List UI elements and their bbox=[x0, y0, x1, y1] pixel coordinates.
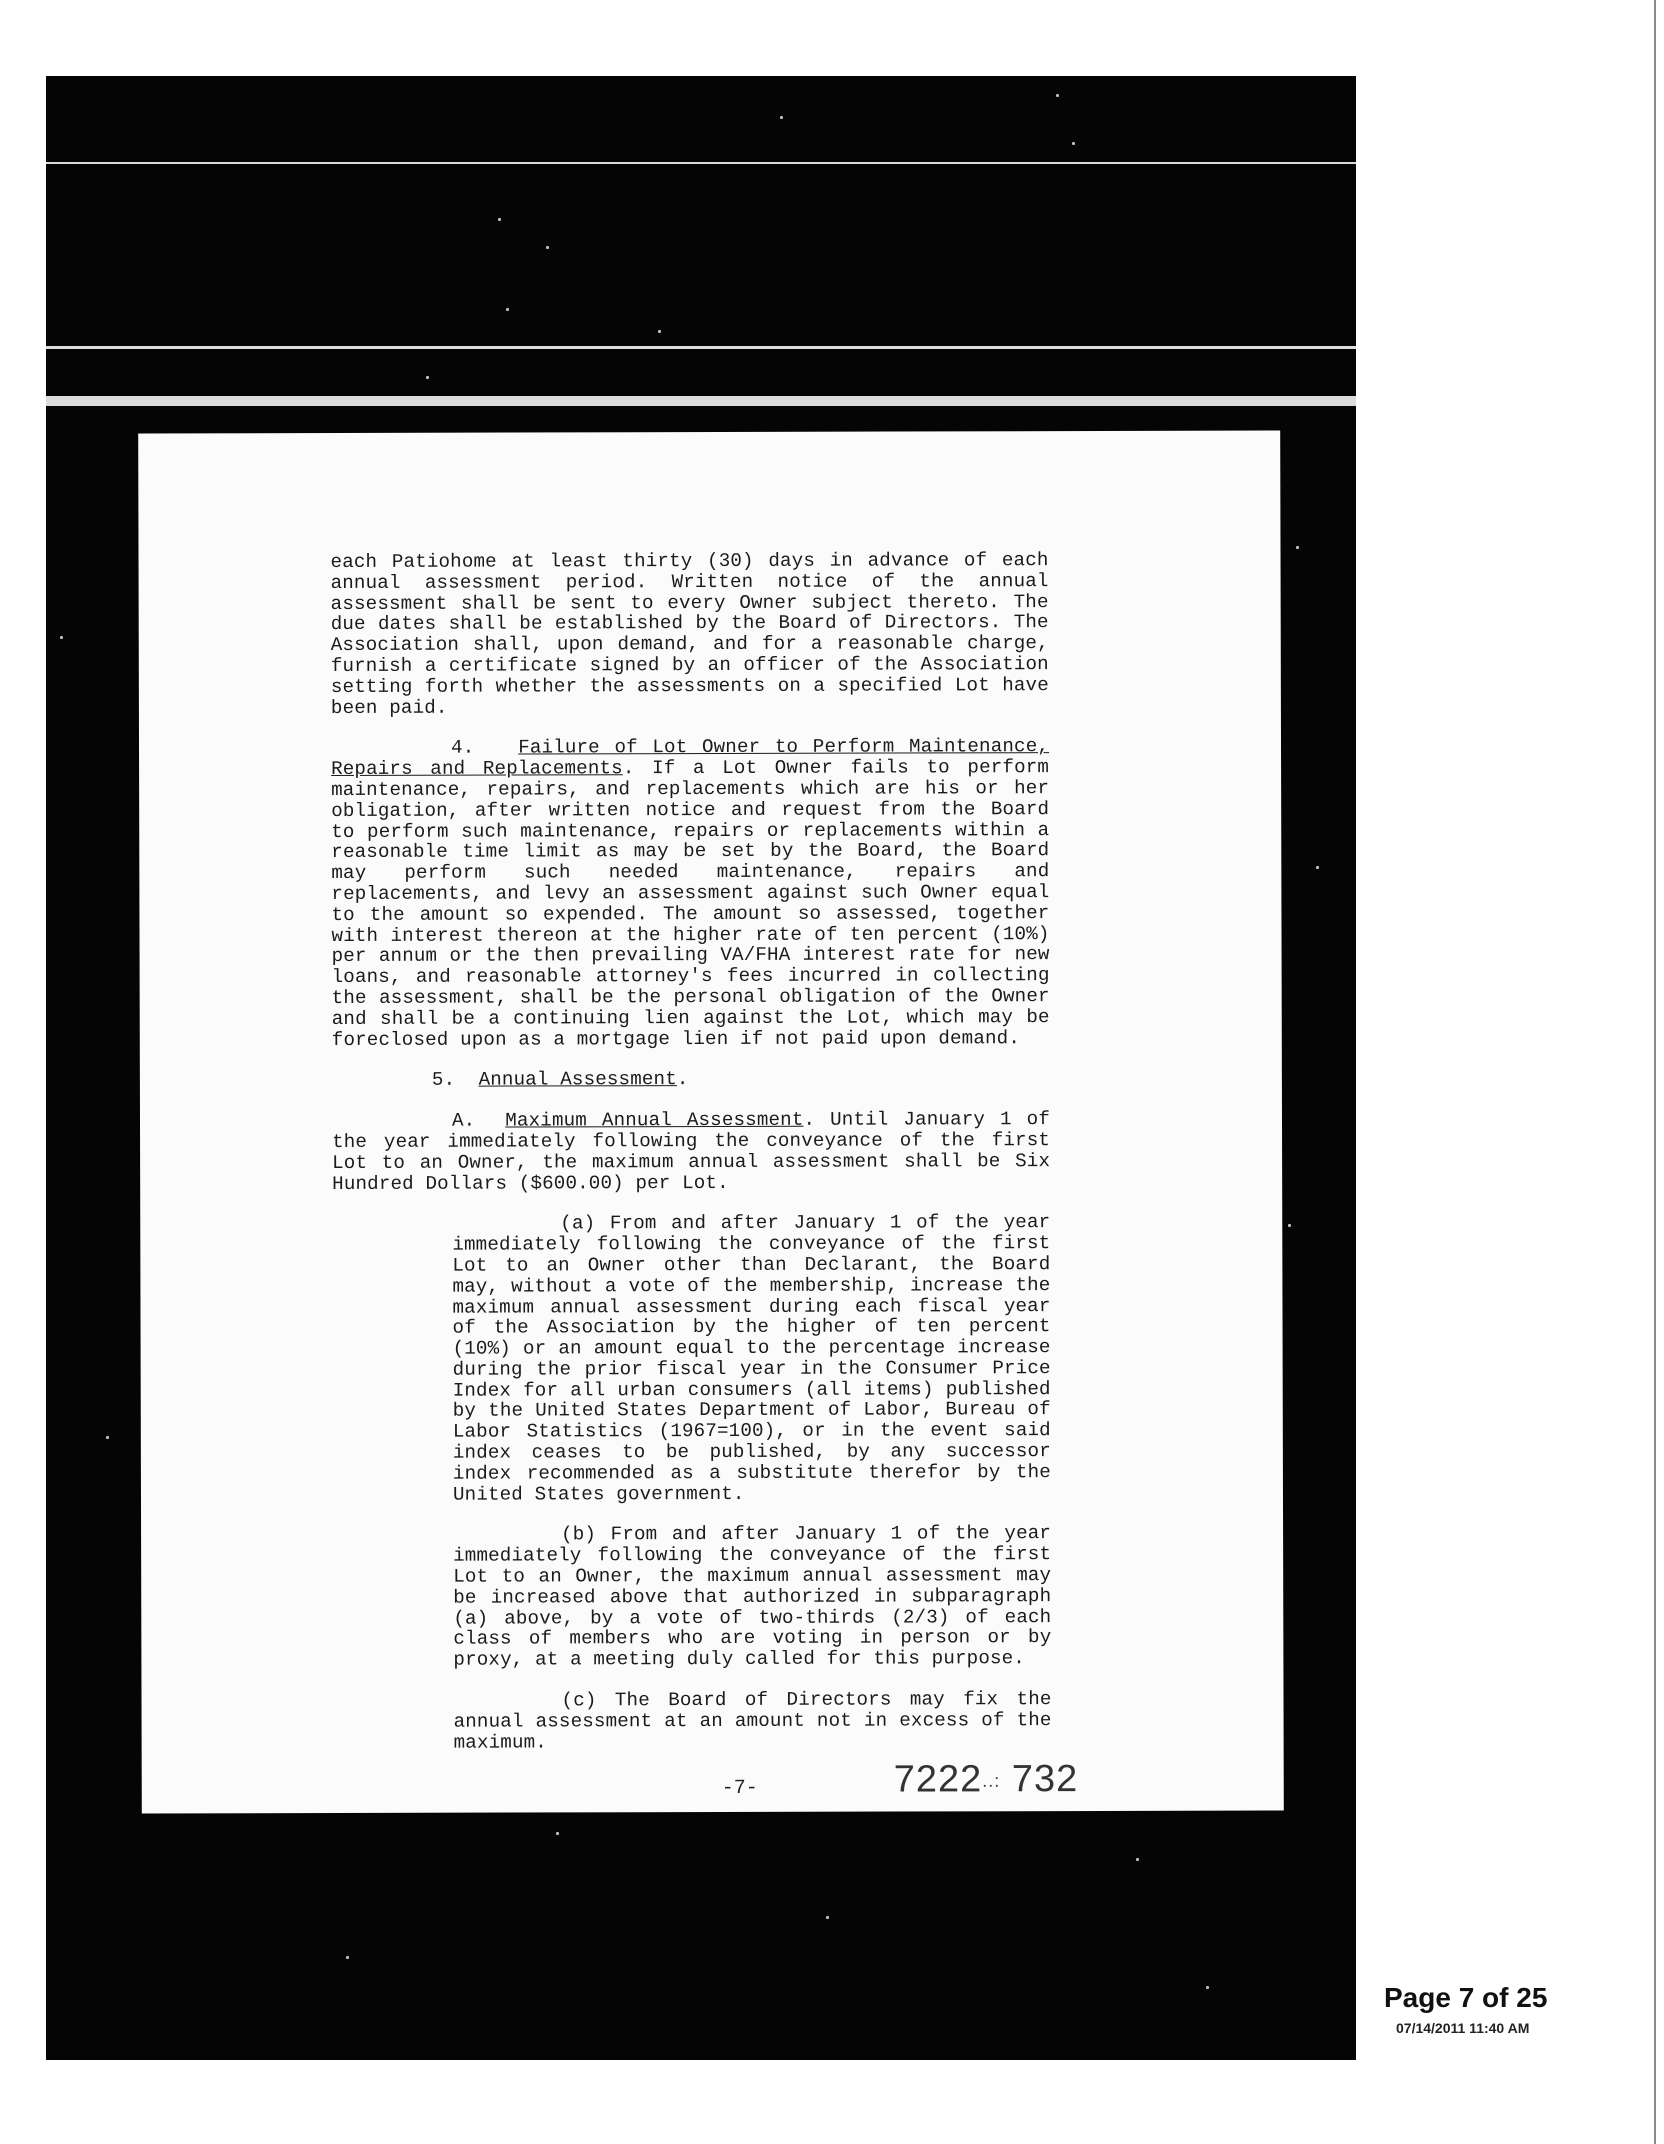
scanned-page bbox=[46, 76, 1356, 2060]
subparagraph-b: (b) From and after January 1 of the year immediately following the conveyance of the first Lot to an Owner, the maximum annual assessment may be increased above that authorized in subparagraph (a) above, by a vote of two-thirds (2/3) of each class of members who are voting in person or by proxy, at a meeting duly called for this purpose. bbox=[453, 1522, 1052, 1671]
section-5-heading-end: . bbox=[676, 1068, 689, 1091]
section-a-text: . Until January 1 of the year immediately following the conveyance of the first Lot to an Owner, the maximum annual assessment shall be Six Hundred Dollars ($600.00) per Lot. bbox=[332, 1108, 1051, 1195]
scan-artifact-line bbox=[46, 346, 1356, 349]
recording-book: 7222 bbox=[893, 1758, 983, 1801]
section-4-heading: Failure of Lot Owner to Perform Maintenance, Repairs and Replacements bbox=[331, 735, 1050, 781]
footer-timestamp: 07/14/2011 11:40 AM bbox=[1396, 2020, 1530, 2036]
scan-speck bbox=[1072, 142, 1075, 145]
scan-speck bbox=[426, 376, 429, 379]
right-edge-rule bbox=[1654, 0, 1656, 2144]
scan-speck bbox=[1056, 94, 1059, 97]
scan-speck bbox=[556, 1832, 559, 1835]
section-5-heading: Annual Assessment bbox=[478, 1068, 677, 1091]
paragraph-assessment-notice: each Patiohome at least thirty (30) days in advance of each annual assessment period. Written notice of the annual assessment shall be sent to every Owner subject thereto. The due dates shall be established by the Board of Directors. The Association shall, upon demand, and for a reasonable charge, furnish a certificate signed by an officer of the Association setting forth whether the assessments on a specified Lot have been paid. bbox=[330, 549, 1049, 719]
scan-speck bbox=[106, 1436, 109, 1439]
section-5-number: 5. bbox=[431, 1068, 456, 1092]
scan-speck bbox=[1316, 866, 1319, 869]
subparagraph-c: (c) The Board of Directors may fix the annual assessment at an amount not in excess of the maximum. bbox=[453, 1688, 1052, 1754]
recording-stamp-mark: ..: bbox=[982, 1770, 1001, 1791]
scan-speck bbox=[826, 1916, 829, 1919]
section-a-label: A. bbox=[451, 1109, 476, 1132]
document-body bbox=[331, 550, 1052, 1753]
section-4-number: 4. bbox=[450, 736, 475, 760]
scan-artifact-line bbox=[46, 396, 1356, 406]
scan-speck bbox=[346, 1956, 349, 1959]
scan-speck bbox=[546, 246, 549, 249]
scan-speck bbox=[498, 218, 501, 221]
section-5 bbox=[332, 1068, 1050, 1091]
scan-speck bbox=[658, 330, 661, 333]
scan-speck bbox=[1136, 1858, 1139, 1861]
scan-speck bbox=[506, 308, 509, 311]
section-a-heading: Maximum Annual Assessment bbox=[505, 1108, 804, 1132]
scan-speck bbox=[780, 116, 783, 119]
scan-artifact-line bbox=[46, 162, 1356, 164]
scan-speck bbox=[1206, 1986, 1209, 1989]
recording-page: 732 bbox=[1011, 1758, 1079, 1801]
subparagraph-a: (a) From and after January 1 of the year immediately following the conveyance of the first Lot to an Owner other than Declarant, the Board may, without a vote of the membership, increase the maximum annual assessment during each fiscal year of the Association by the higher of ten percent (10%) or an amount equal to the percentage increase during the prior fiscal year in the Consumer Price Index for all urban consumers (all items) published by the United States Department of Labor, Bureau of Labor Statistics (1967=100), or in the event said index ceases to be published, by any successor index recommended as a substitute therefor by the United States government. bbox=[452, 1211, 1051, 1506]
page-folio: -7- bbox=[721, 1776, 758, 1800]
document-sheet bbox=[138, 431, 1284, 1814]
scan-speck bbox=[60, 636, 63, 639]
scan-speck bbox=[1296, 546, 1299, 549]
section-a bbox=[332, 1109, 1050, 1194]
recording-stamp bbox=[894, 1758, 1079, 1801]
section-4 bbox=[331, 736, 1050, 1050]
section-4-text: . If a Lot Owner fails to perform maintenance, repairs, and replacements which are his or her obligation, after written notice and request from the Board to perform such maintenance, repairs or replacements within a reasonable time limit as may be set by the Board, the Board may perform such needed maintenance, repairs and replacements, and levy an assessment against such Owner equal to the amount so expended. The amount so assessed, together with interest thereon at the higher rate of ten percent (10%) per annum or the then prevailing VA/FHA interest rate for new loans, and reasonable attorney's fees incurred in collecting the assessment, shall be the personal obligation of the Owner and shall be a continuing lien against the Lot, which may be foreclosed upon as a mortgage lien if not paid upon demand. bbox=[331, 756, 1050, 1051]
scan-speck bbox=[1288, 1224, 1291, 1227]
footer-page-label: Page 7 of 25 bbox=[1384, 1982, 1548, 2013]
